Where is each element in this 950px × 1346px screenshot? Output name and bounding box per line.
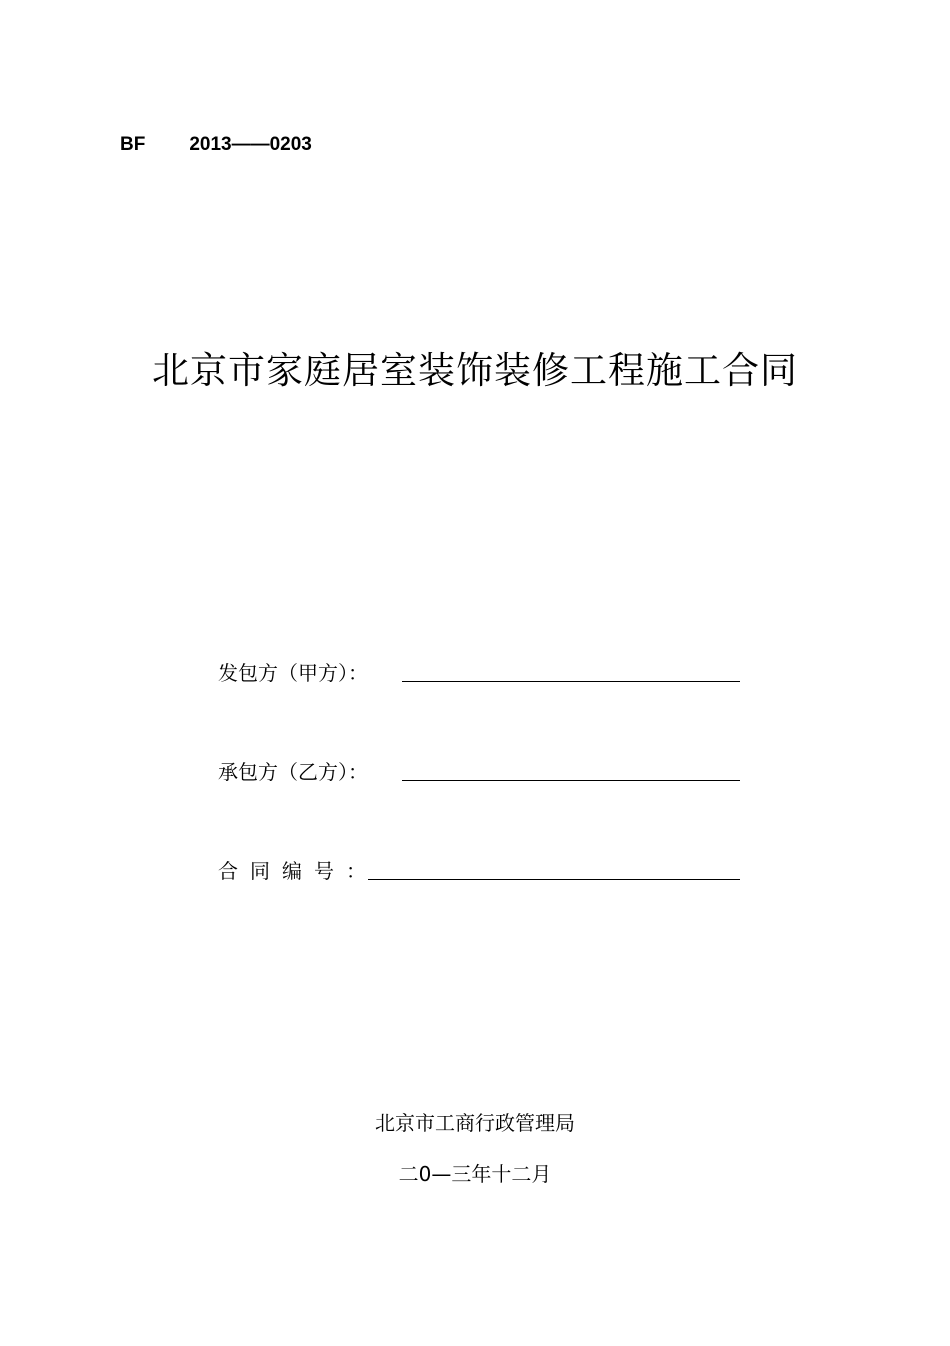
contract-number-blank-line[interactable] — [368, 879, 740, 880]
contract-number-field — [218, 855, 378, 884]
code-prefix: BF — [120, 134, 146, 155]
contract-number-label: 合同编号： — [218, 859, 378, 883]
party-a-blank-line[interactable] — [402, 681, 740, 682]
party-a-label: 发包方（甲方）： — [218, 661, 368, 685]
party-b-blank-line[interactable] — [402, 780, 740, 781]
issuing-authority: 北京市工商行政管理局 — [375, 1111, 575, 1135]
code-number: 2013——0203 — [189, 134, 312, 155]
party-a-field — [218, 657, 368, 686]
party-b-label: 承包方（乙方）： — [218, 760, 368, 784]
issue-date: 二0—三年十二月 — [398, 1162, 552, 1186]
document-title: 北京市家庭居室装饰装修工程施工合同 — [152, 349, 798, 392]
party-b-field — [218, 756, 368, 785]
document-code — [120, 134, 312, 156]
